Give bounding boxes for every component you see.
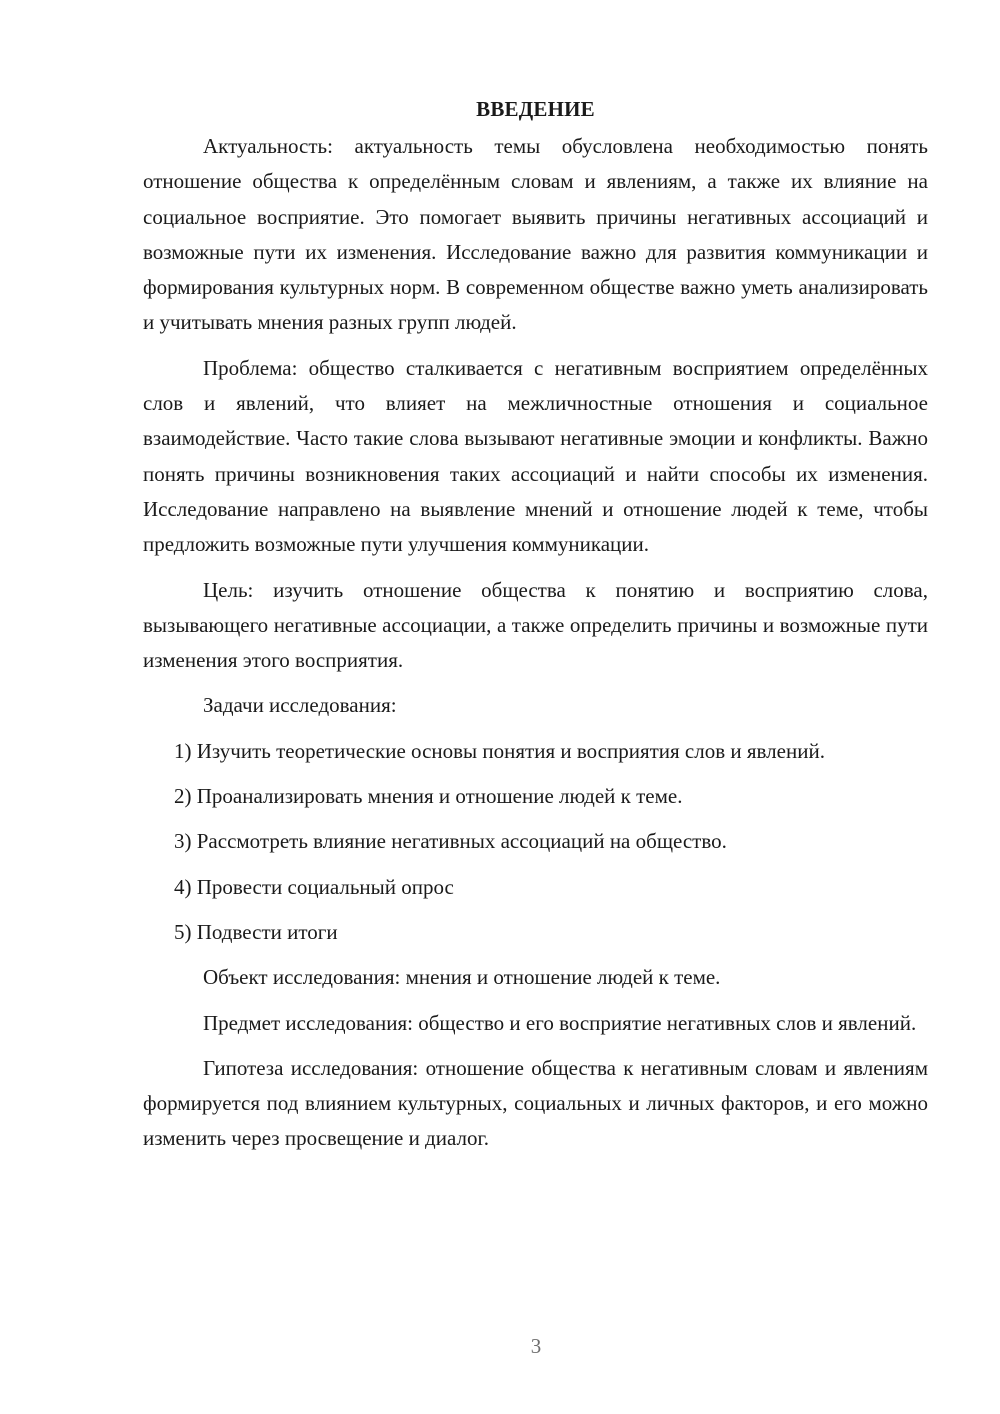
- task-item-4: 4) Провести социальный опрос: [174, 874, 454, 899]
- goal-paragraph: Цель: изучить отношение общества к понятию и восприятию слова, вызывающего негативные ассоциации, а также определить причины и возможные пути изменения этого восприятия.: [143, 577, 928, 673]
- object-paragraph: Объект исследования: мнения и отношение людей к теме.: [203, 965, 721, 990]
- subject-paragraph: Предмет исследования: общество и его восприятие негативных слов и явлений.: [203, 1010, 917, 1035]
- task-item-1: 1) Изучить теоретические основы понятия и восприятия слов и явлений.: [174, 738, 825, 763]
- document-page: [143, 92, 928, 1167]
- hypothesis-paragraph: Гипотеза исследования: отношение общества к негативным словам и явлениям формируется под влиянием культурных, социальных и личных факторов, и его можно изменить через просвещение и диалог.: [143, 1055, 928, 1151]
- task-item-2: 2) Проанализировать мнения и отношение людей к теме.: [174, 784, 683, 809]
- tasks-heading: Задачи исследования:: [203, 693, 397, 718]
- page-title: ВВЕДЕНИЕ: [476, 97, 595, 121]
- relevance-paragraph: Актуальность: актуальность темы обусловлена необходимостью понять отношение общества к определённым словам и явлениям, а также их влияние на социальное восприятие. Это помогает выявить причины негативных ассоциаций и возможные пути их изменения. Исследование важно для развития коммуникации и формирования культурных норм. В современном обществе важно уметь анализировать и учитывать мнения разных групп людей.: [143, 134, 928, 335]
- page-number: 3: [530, 1334, 542, 1358]
- task-item-5: 5) Подвести итоги: [174, 919, 338, 944]
- task-item-3: 3) Рассмотреть влияние негативных ассоциаций на общество.: [174, 829, 727, 854]
- problem-paragraph: Проблема: общество сталкивается с негативным восприятием определённых слов и явлений, что влияет на межличностные отношения и социальное взаимодействие. Часто такие слова вызывают негативные эмоции и конфликты. Важно понять причины возникновения таких ассоциаций и найти способы их изменения. Исследование направлено на выявление мнений и отношение людей к теме, чтобы предложить возможные пути улучшения коммуникации.: [143, 355, 928, 557]
